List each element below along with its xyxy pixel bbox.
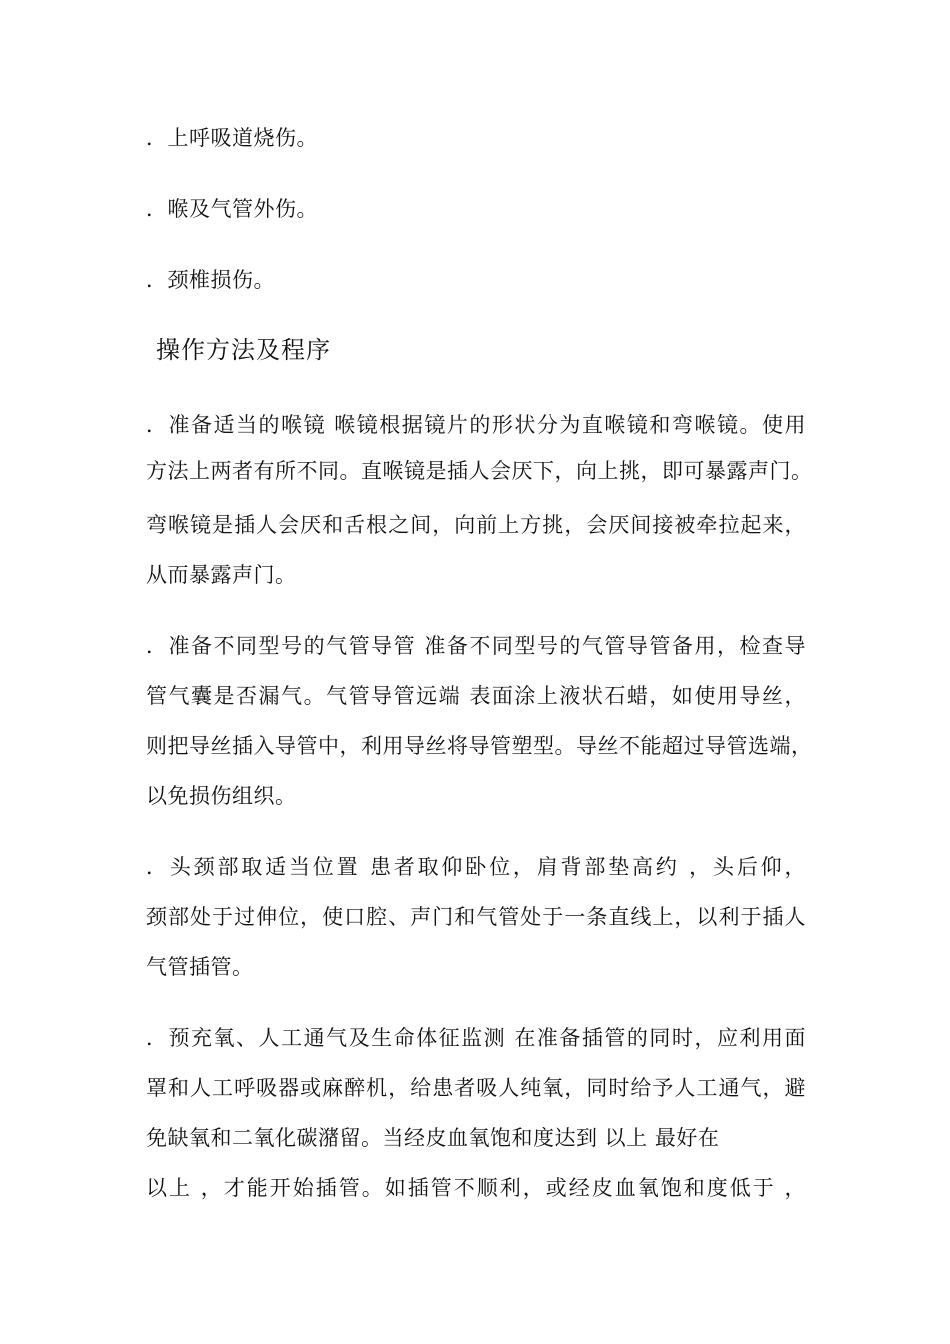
- paragraph-line: ．头颈部取适当位置 患者取仰卧位，肩背部垫高约 ，头后仰，: [146, 855, 806, 879]
- contraindication-item-2: ．喉及气管外伤。: [146, 197, 318, 221]
- paragraph-line: ．预充氧、人工通气及生命体征监测 在准备插管的同时，应利用面: [146, 1026, 806, 1050]
- paragraph-line: 罩和人工呼吸器或麻醉机，给患者吸人纯氧，同时给予人工通气，避: [146, 1076, 806, 1100]
- paragraph-line: 颈部处于过伸位，使口腔、声门和气管处于一条直线上，以利于插人: [146, 905, 806, 929]
- paragraph-line: 气管插管。: [146, 955, 254, 979]
- paragraph-line: 弯喉镜是插人会厌和舌根之间，向前上方挑，会厌间接被牵拉起来，: [146, 513, 806, 537]
- contraindication-item-1: ．上呼吸道烧伤。: [146, 126, 318, 150]
- paragraph-line: 免缺氧和二氧化碳潴留。当经皮血氧饱和度达到 以上 最好在: [146, 1126, 720, 1150]
- paragraph-line: ．准备不同型号的气管导管 准备不同型号的气管导管备用，检查导: [146, 634, 806, 658]
- paragraph-line: 则把导丝插入导管中，利用导丝将导管塑型。导丝不能超过导管选端，: [146, 734, 813, 758]
- section-heading: 操作方法及程序: [156, 336, 331, 364]
- contraindication-item-3: ．颈椎损伤。: [146, 268, 275, 292]
- paragraph-line: 方法上两者有所不同。直喉镜是插人会厌下，向上挑，即可暴露声门。: [146, 459, 813, 483]
- paragraph-line: 以上 ，才能开始插管。如插管不顺利，或经皮血氧饱和度低于 ，: [146, 1176, 806, 1200]
- paragraph-line: 管气囊是否漏气。气管导管远端 表面涂上液状石蜡，如使用导丝，: [146, 684, 806, 708]
- paragraph-line: ．准备适当的喉镜 喉镜根据镜片的形状分为直喉镜和弯喉镜。使用: [146, 413, 806, 437]
- paragraph-line: 从而暴露声门。: [146, 563, 297, 587]
- paragraph-line: 以免损伤组织。: [146, 784, 297, 808]
